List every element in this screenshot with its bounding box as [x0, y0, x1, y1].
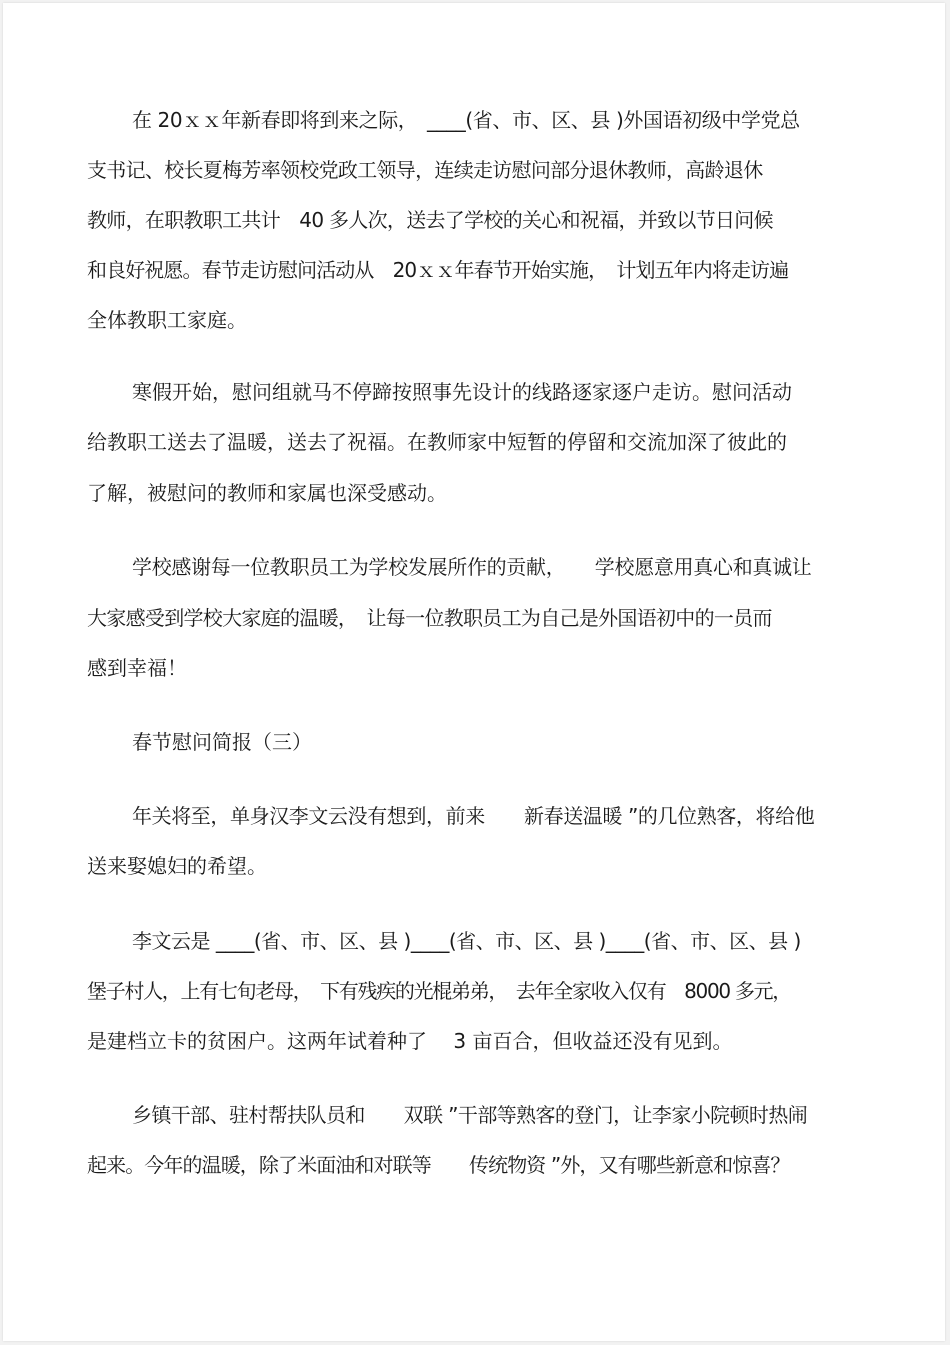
- paragraph-1-line-1: 在 20ｘｘ年新春即将到来之际， ____(省、市、区、县 )外国语初级中学党总: [132, 108, 800, 132]
- paragraph-3-line-1: 学校感谢每一位教职员工为学校发展所作的贡献， 学校愿意用真心和真诚让: [132, 555, 812, 579]
- paragraph-2-line-2: 给教职工送去了温暖，送去了祝福。在教师家中短暂的停留和交流加深了彼此的: [87, 430, 787, 454]
- paragraph-1-line-5: 全体教职工家庭。: [87, 308, 247, 332]
- paragraph-5-line-1: 李文云是 ____(省、市、区、县 )____(省、市、区、县 )____(省、市、区、县 ): [132, 929, 801, 953]
- paragraph-1-line-2: 支书记、校长夏梅芳率领校党政工领导，连续走访慰问部分退休教师，高龄退休: [87, 158, 763, 182]
- paragraph-3-line-2: 大家感受到学校大家庭的温暖， 让每一位教职员工为自己是外国语初中的一员而: [87, 606, 772, 630]
- paragraph-4-line-2: 送来娶媳妇的希望。: [87, 854, 267, 878]
- paragraph-5-line-2: 堡子村人，上有七旬老母， 下有残疾的光棍弟弟， 去年全家收入仅有 8000 多元，: [87, 979, 791, 1003]
- paragraph-6-line-1: 乡镇干部、驻村帮扶队员和 双联 ”干部等熟客的登门，让李家小院顿时热闹: [132, 1103, 808, 1127]
- section-heading: 春节慰问简报（三）: [132, 730, 312, 754]
- document-page: [3, 3, 945, 1341]
- paragraph-4-line-1: 年关将至，单身汉李文云没有想到，前来 新春送温暖 ”的几位熟客，将给他: [132, 804, 815, 828]
- paragraph-1-line-3: 教师，在职教职工共计 40 多人次，送去了学校的关心和祝福，并致以节日问候: [87, 208, 773, 232]
- paragraph-1-line-4: 和良好祝愿。春节走访慰问活动从 20ｘｘ年春节开始实施， 计划五年内将走访遍: [87, 258, 789, 282]
- paragraph-2-line-1: 寒假开始，慰问组就马不停蹄按照事先设计的线路逐家逐户走访。慰问活动: [132, 380, 792, 404]
- paragraph-2-line-3: 了解，被慰问的教师和家属也深受感动。: [87, 481, 447, 505]
- paragraph-5-line-3: 是建档立卡的贫困户。这两年试着种了 3 亩百合，但收益还没有见到。: [87, 1029, 733, 1053]
- paragraph-3-line-3: 感到幸福！: [87, 656, 187, 680]
- paragraph-6-line-2: 起来。今年的温暖，除了米面油和对联等 传统物资 ”外，又有哪些新意和惊喜？: [87, 1153, 790, 1177]
